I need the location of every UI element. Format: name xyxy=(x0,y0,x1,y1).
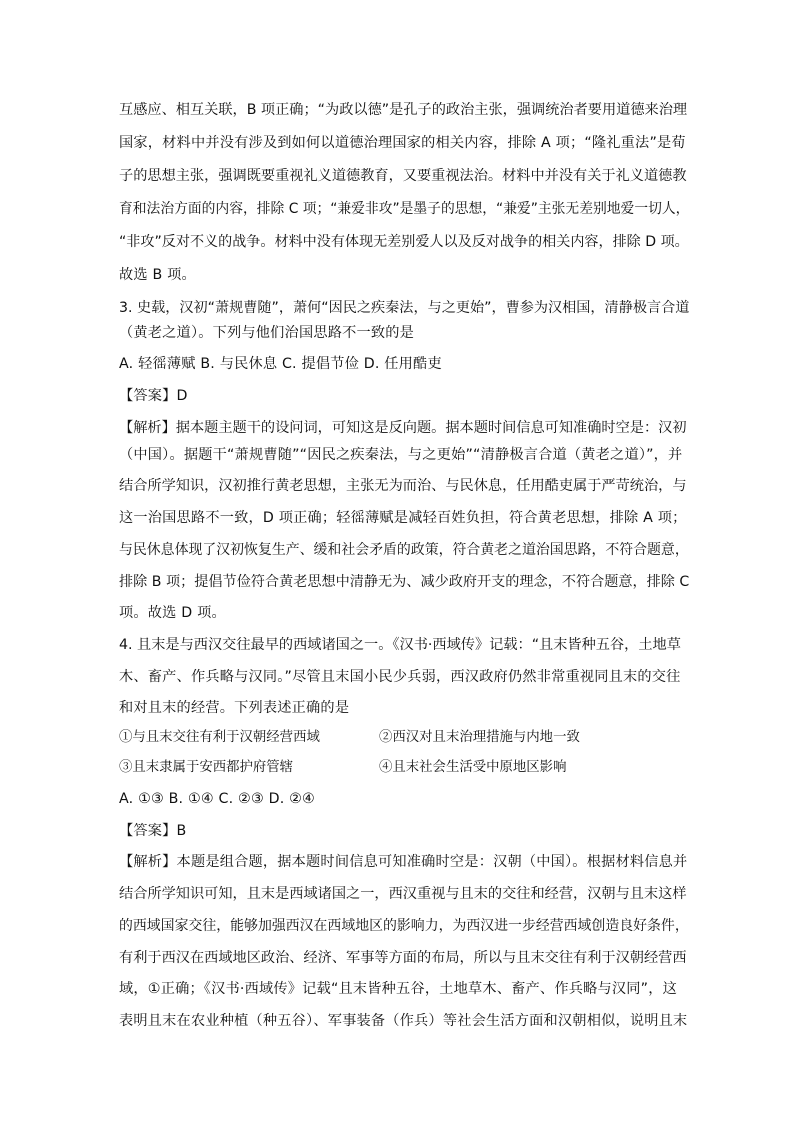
question-4-analysis: 有利于西汉在西域地区政治、经济、军事等方面的布局，所以与且末交往有利于汉朝经营西 xyxy=(119,950,687,966)
question-3-analysis: 结合所学知识，汉初推行黄老思想，主张无为而治、与民休息，任用酷吏属于严苛统治，与 xyxy=(119,478,687,494)
question-4-analysis: 表明且末在农业种植（种五谷）、军事装备（作兵）等社会生活方面和汉朝相似，说明且末 xyxy=(119,1013,688,1029)
question-4-item: ①与且末交往有利于汉朝经营西域 xyxy=(119,730,320,745)
question-4-analysis: 结合所学知识可知，且末是西域诸国之一，西汉重视与且末的交往和经营，汉朝与且末这样 xyxy=(119,886,687,902)
question-4-stem: 和对且末的经营。下列表述正确的是 xyxy=(119,700,350,716)
question-3-options: A. 轻徭薄赋 B. 与民休息 C. 提倡节俭 D. 任用酷吏 xyxy=(119,356,442,372)
question-4-analysis: 域，①正确；《汉书·西域传》记载“且末皆种五谷，土地草木、畜产、作兵略与汉同”，这 xyxy=(119,981,677,997)
question-3-stem: （黄老之道）。下列与他们治国思路不一致的是 xyxy=(119,325,415,341)
text-line: 育和法治方面的内容，排除 C 项；“兼爱非攻”是墨子的思想，“兼爱”主张无差别地爱一切人， xyxy=(119,201,690,217)
question-4-analysis: 的西域国家交往，能够加强西汉在西域地区的影响力，为西汉进一步经营西域创造良好条件， xyxy=(119,918,689,934)
question-3-analysis: 排除 B 项；提倡节俭符合黄老思想中清静无为、减少政府开支的理念，不符合题意，排除 C xyxy=(119,574,690,590)
question-3-analysis: 【解析】据本题主题干的设问词，可知这是反向题。据本题时间信息可知准确时空是：汉初 xyxy=(119,420,687,436)
question-3-answer: 【答案】D xyxy=(119,388,188,404)
question-4-stem: 4. 且末是与西汉交往最早的西域诸国之一。《汉书·西域传》记载：“且末皆种五谷，土地草 xyxy=(119,637,681,653)
text-line: 子的思想主张，强调既要重视礼义道德教育，又要重视法治。材料中并没有关于礼义道德教 xyxy=(119,168,687,184)
text-line: 故选 B 项。 xyxy=(119,267,196,283)
text-line: 互感应、相互关联，B 项正确；“为政以德”是孔子的政治主张，强调统治者要用道德来治理 xyxy=(119,102,688,118)
question-3-analysis: 与民休息体现了汉初恢复生产、缓和社会矛盾的政策，符合黄老之道治国思路，不符合题意， xyxy=(119,542,689,558)
question-4-options: A. ①③ B. ①④ C. ②③ D. ②④ xyxy=(119,791,315,807)
question-3-analysis: 这一治国思路不一致，D 项正确；轻徭薄赋是减轻百姓负担，符合黄老思想，排除 A 项； xyxy=(119,510,687,526)
text-line: “非攻”反对不义的战争。材料中没有体现无差别爱人以及反对战争的相关内容，排除 D 项。 xyxy=(119,234,689,250)
question-3-stem: 3. 史载，汉初“萧规曹随”，萧何“因民之疾秦法，与之更始”，曹参为汉相国，清静极言合道 xyxy=(119,300,690,316)
question-3-analysis: （中国）。据题干“萧规曹随”“因民之疾秦法，与之更始”“清静极言合道（黄老之道）”，并 xyxy=(119,447,683,463)
question-4-item: ④且末社会生活受中原地区影响 xyxy=(379,760,567,775)
question-3-analysis: 项。故选 D 项。 xyxy=(119,605,226,621)
text-line: 国家，材料中并没有涉及到如何以道德治理国家的相关内容，排除 A 项；“隆礼重法”是荀 xyxy=(119,135,686,151)
question-4-answer: 【答案】B xyxy=(119,823,187,839)
question-4-analysis: 【解析】本题是组合题，据本题时间信息可知准确时空是：汉朝（中国）。根据材料信息并 xyxy=(119,854,688,870)
question-4-stem: 木、畜产、作兵略与汉同。”尽管且末国小民少兵弱，西汉政府仍然非常重视同且末的交往 xyxy=(119,669,681,685)
question-4-item: ③且末隶属于安西都护府管辖 xyxy=(119,760,294,775)
question-4-item: ②西汉对且末治理措施与内地一致 xyxy=(379,730,580,745)
